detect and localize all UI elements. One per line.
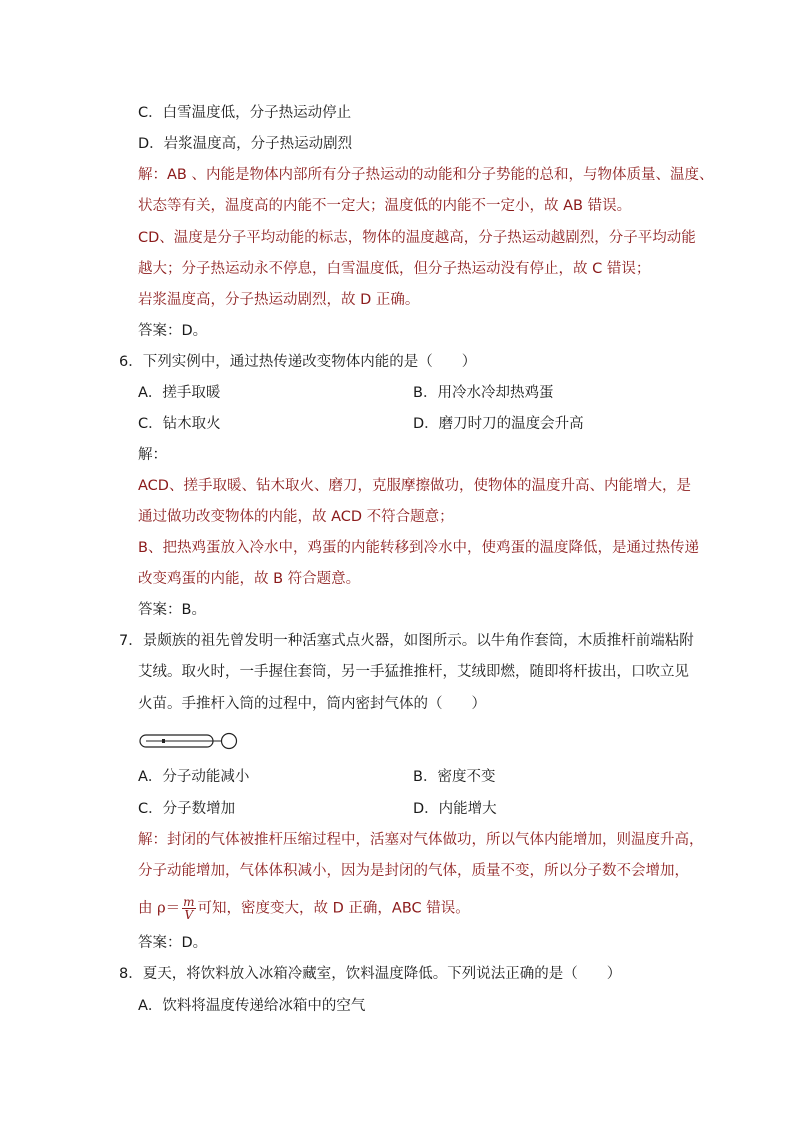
answer-q7: 答案：D。 <box>138 935 208 951</box>
option-c-q7: C．分子数增加 <box>138 801 236 817</box>
solution-q7-line3 <box>138 896 470 921</box>
solution-q6-line2: 通过做功改变物体的内能，故 ACD 不符合题意； <box>138 509 454 525</box>
option-a-q8: A．饮料将温度传递给冰箱中的空气 <box>138 998 366 1014</box>
question-7-line1: 7．景颇族的祖先曾发明一种活塞式点火器，如图所示。以牛角作套筒，木质推杆前端粘附 <box>119 633 694 649</box>
option-c-q6: C．钻木取火 <box>138 416 221 432</box>
question-8: 8．夏天，将饮料放入冰箱冷藏室，饮料温度降低。下列说法正确的是（ ） <box>119 966 622 982</box>
option-a-q6: A．搓手取暖 <box>138 385 221 401</box>
option-c-q5: C．白雪温度低，分子热运动停止 <box>138 105 352 121</box>
answer-q6: 答案：B。 <box>138 602 206 618</box>
question-7-line3: 火苗。手推杆入筒的过程中，筒内密封气体的（ ） <box>138 696 486 712</box>
option-d-q5: D．岩浆温度高，分子热运动剧烈 <box>138 136 353 152</box>
question-7-line2: 艾绒。取火时，一手握住套筒，另一手猛推推杆，艾绒即燃，随即将杆拔出，口吹立见 <box>138 664 689 680</box>
density-fraction <box>182 896 195 921</box>
option-d-q6: D．磨刀时刀的温度会升高 <box>413 416 584 432</box>
solution-q7-line1: 解：封闭的气体被推杆压缩过程中，活塞对气体做功，所以气体内能增加，则温度升高， <box>138 832 704 848</box>
solution-q5-line1: 解：AB 、内能是物体内部所有分子热运动的动能和分子势能的总和，与物体质量、温度、 <box>138 167 714 183</box>
solution-q6-label: 解： <box>138 447 167 463</box>
fraction-numerator: m <box>183 895 195 909</box>
option-a-q7: A．分子动能减小 <box>138 769 250 785</box>
solution-q6-line3: B、把热鸡蛋放入冷水中，鸡蛋的内能转移到冷水中，使鸡蛋的温度降低，是通过热传递 <box>138 540 699 556</box>
formula-suffix: 可知，密度变大，故 D 正确，ABC 错误。 <box>197 900 470 917</box>
solution-q6-line1: ACD、搓手取暖、钻木取火、磨刀，克服摩擦做功，使物体的温度升高、内能增大，是 <box>138 478 691 494</box>
density-symbol: ρ＝ <box>157 900 181 917</box>
option-b-q6: B．用冷水冷却热鸡蛋 <box>413 385 554 401</box>
formula-prefix: 由 <box>138 900 158 917</box>
solution-q5-line4: 越大；分子热运动永不停息，白雪温度低，但分子热运动没有停止，故 C 错误； <box>138 261 651 277</box>
piston-igniter-figure <box>138 729 238 753</box>
solution-q5-line2: 状态等有关，温度高的内能不一定大；温度低的内能不一定小，故 AB 错误。 <box>138 198 632 214</box>
option-d-q7: D．内能增大 <box>413 801 497 817</box>
question-6: 6．下列实例中，通过热传递改变物体内能的是（ ） <box>119 354 477 370</box>
solution-q6-line4: 改变鸡蛋的内能，故 B 符合题意。 <box>138 571 361 587</box>
fraction-denominator: V <box>184 908 194 922</box>
solution-q5-line5: 岩浆温度高，分子热运动剧烈，故 D 正确。 <box>138 292 420 308</box>
option-b-q7: B．密度不变 <box>413 769 496 785</box>
solution-q7-line2: 分子动能增加，气体体积减小，因为是封闭的气体，质量不变，所以分子数不会增加， <box>138 863 689 879</box>
answer-q5: 答案：D。 <box>138 323 208 339</box>
solution-q5-line3: CD、温度是分子平均动能的标志，物体的温度越高，分子热运动越剧烈，分子平均动能 <box>138 230 696 246</box>
